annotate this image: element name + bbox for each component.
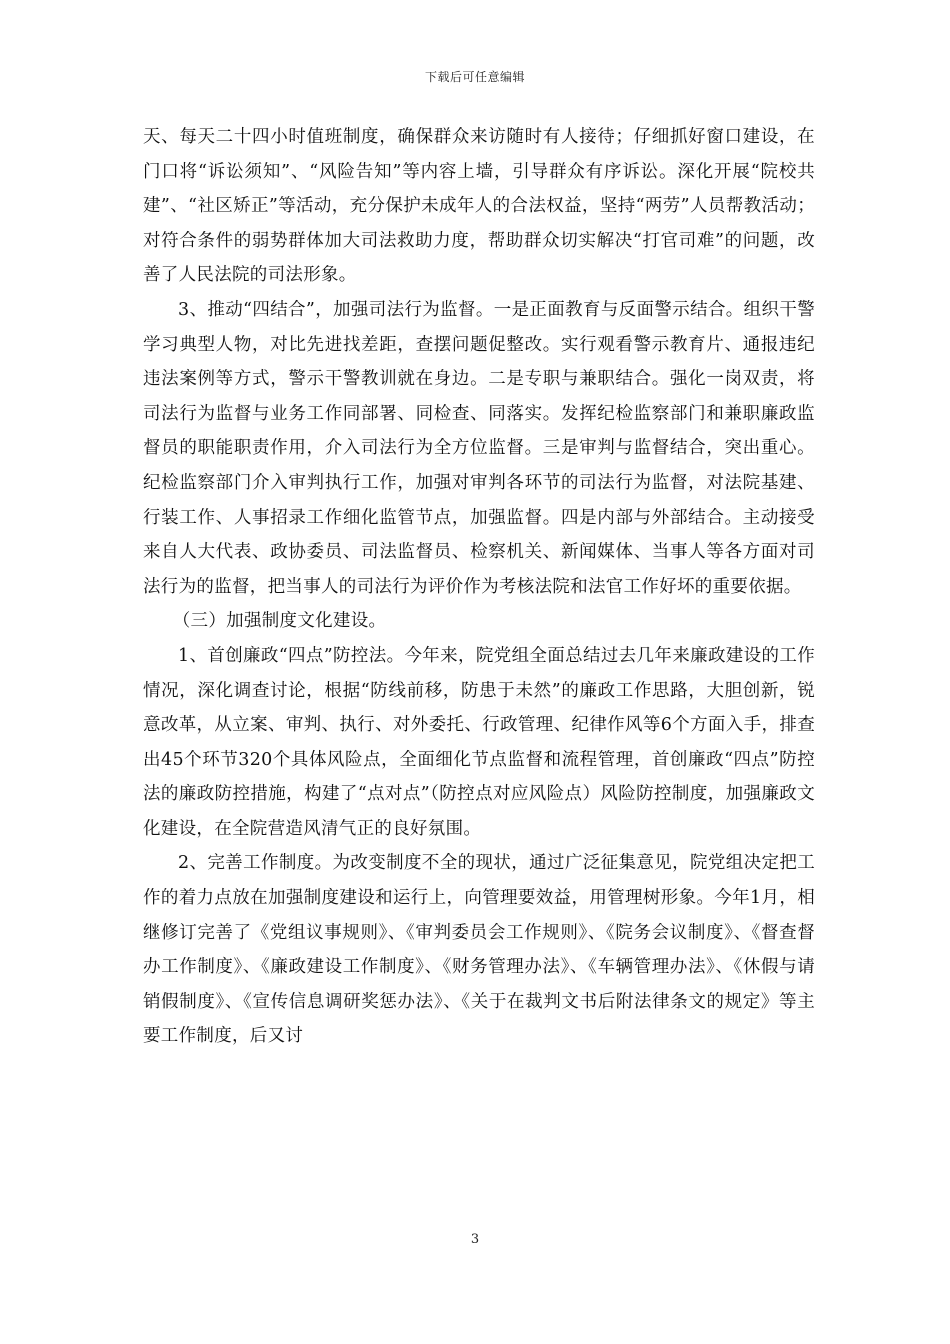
paragraph-work-system: 2、完善工作制度。为改变制度不全的现状，通过广泛征集意见，院党组决定把工作的着力点放在加强制度建设和运行上，向管理要效益，用管理树形象。今年1月，相继修订完善了《党组议事规则》、《审判委员会工作规则》、《院务会议制度》、《督查督办工作制度》、《廉政建设工作制度》、《财务管理办法》、《车辆管理办法》、《休假与请销假制度》、《宣传信息调研奖惩办法》、《关于在裁判文书后附法律条文的规定》等主要工作制度，后又讨 bbox=[143, 853, 815, 1047]
section-heading: （三）加强制度文化建设。 bbox=[172, 611, 387, 632]
paragraph-four-points: 1、首创廉政“四点”防控法。今年来，院党组全面总结过去几年来廉政建设的工作情况，深化调查讨论，根据“防线前移，防患于未然”的廉政工作思路，大胆创新，锐意改革，从立案、审判、执行、对外委托、行政管理、纪律作风等6个方面入手，排查出45个环节320个具体风险点，全面细化节点监督和流程管理，首创廉政“四点”防控法的廉政防控措施，构建了“点对点”（防控点对应风险点）风险防控制度，加强廉政文化建设，在全院营造风清气正的良好氛围。 bbox=[143, 645, 815, 839]
page-header-note: 下载后可任意编辑 bbox=[424, 70, 525, 84]
document-body bbox=[143, 120, 815, 1054]
paragraph-supervision: 3、推动“四结合”，加强司法行为监督。一是正面教育与反面警示结合。组织干警学习典型人物，对比先进找差距，查摆问题促整改。实行观看警示教育片、通报违纪违法案例等方式，警示干警教训就在身边。二是专职与兼职结合。强化一岗双责，将司法行为监督与业务工作同部署、同检查、同落实。发挥纪检监察部门和兼职廉政监督员的职能职责作用，介入司法行为全方位监督。三是审判与监督结合，突出重心。纪检监察部门介入审判执行工作，加强对审判各环节的司法行为监督，对法院基建、行装工作、人事招录工作细化监管节点，加强监督。四是内部与外部结合。主动接受来自人大代表、政协委员、司法监督员、检察机关、新闻媒体、当事人等各方面对司法行为的监督，把当事人的司法行为评价作为考核法院和法官工作好坏的重要依据。 bbox=[143, 299, 815, 597]
paragraph-continuation: 天、每天二十四小时值班制度，确保群众来访随时有人接待；仔细抓好窗口建设，在门口将“诉讼须知”、“风险告知”等内容上墙，引导群众有序诉讼。深化开展“院校共建”、“社区矫正”等活动，充分保护未成年人的合法权益，坚持“两劳”人员帮教活动；对符合条件的弱势群体加大司法救助力度，帮助群众切实解决“打官司难”的问题，改善了人民法院的司法形象。 bbox=[143, 127, 815, 286]
page-number: 3 bbox=[470, 1232, 480, 1247]
